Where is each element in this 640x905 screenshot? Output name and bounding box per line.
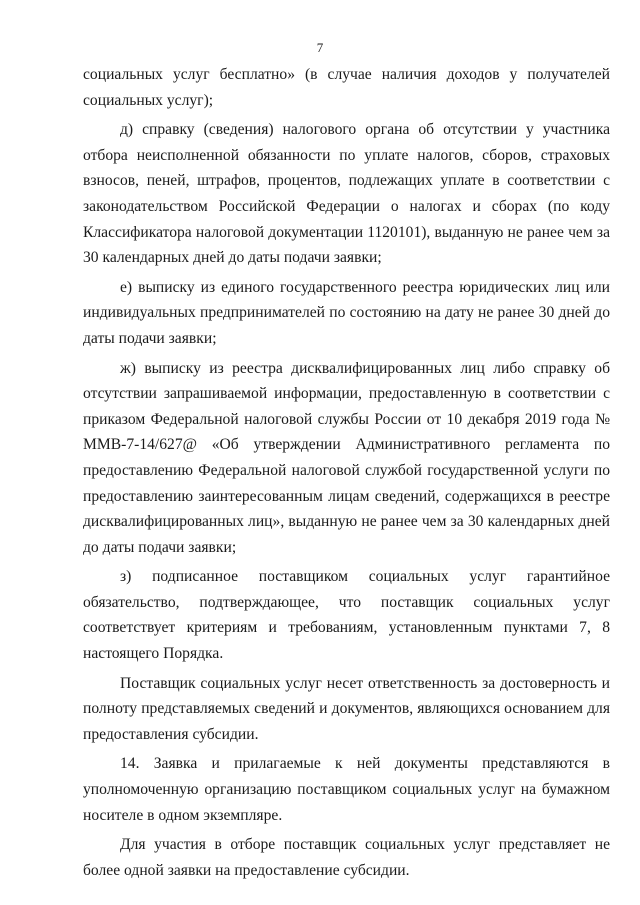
paragraph-responsibility: Поставщик социальных услуг несет ответственность за достоверность и полноту представляемых сведений и документов, являющихся основанием для предоставления субсидии. — [83, 674, 610, 743]
paragraph-item-zh: ж) выписку из реестра дисквалифицированных лиц либо справку об отсутствии запрашиваемой информации, предоставленную в соответствии с приказом Федеральной налоговой службы России от 10 декабря 2019 года № ММВ-7-14/627@ «Об утверждении Административного регламента по предоставлению Федеральной налоговой службой государственной услуги по предоставлению заинтересованным лицам сведений, содержащихся в реестре дисквалифицированных лиц», выданную не ранее чем за 30 календарных дней до даты подачи заявки; — [83, 359, 610, 556]
paragraph-continuation: социальных услуг бесплатно» (в случае наличия доходов у получателей социальных услуг); — [83, 66, 610, 109]
page-number: 7 — [316, 40, 324, 55]
document-body — [83, 62, 610, 883]
paragraph-item-e: е) выписку из единого государственного реестра юридических лиц или индивидуальных предпринимателей по состоянию на дату не ранее 30 дней до даты подачи заявки; — [83, 278, 610, 347]
paragraph-item-d: д) справку (сведения) налогового органа об отсутствии у участника отбора неисполненной обязанности по уплате налогов, сборов, страховых взносов, пеней, штрафов, процентов, подлежащих уплате в соответствии с законодательством Российской Федерации о налогах и сборах (по коду Классификатора налоговой документации 1120101), выданную не ранее чем за 30 календарных дней до даты подачи заявки; — [83, 121, 610, 267]
paragraph-clause-14: 14. Заявка и прилагаемые к ней документы представляются в уполномоченную организацию поставщиком социальных услуг на бумажном носителе в одном экземпляре. — [83, 755, 610, 824]
paragraph-item-z: з) подписанное поставщиком социальных услуг гарантийное обязательство, подтверждающее, что поставщик социальных услуг соответствует критериям и требованиям, установленным пунктами 7, 8 настоящего Порядка. — [83, 568, 610, 663]
paragraph-one-application: Для участия в отборе поставщик социальных услуг представляет не более одной заявки на предоставление субсидии. — [83, 836, 610, 879]
